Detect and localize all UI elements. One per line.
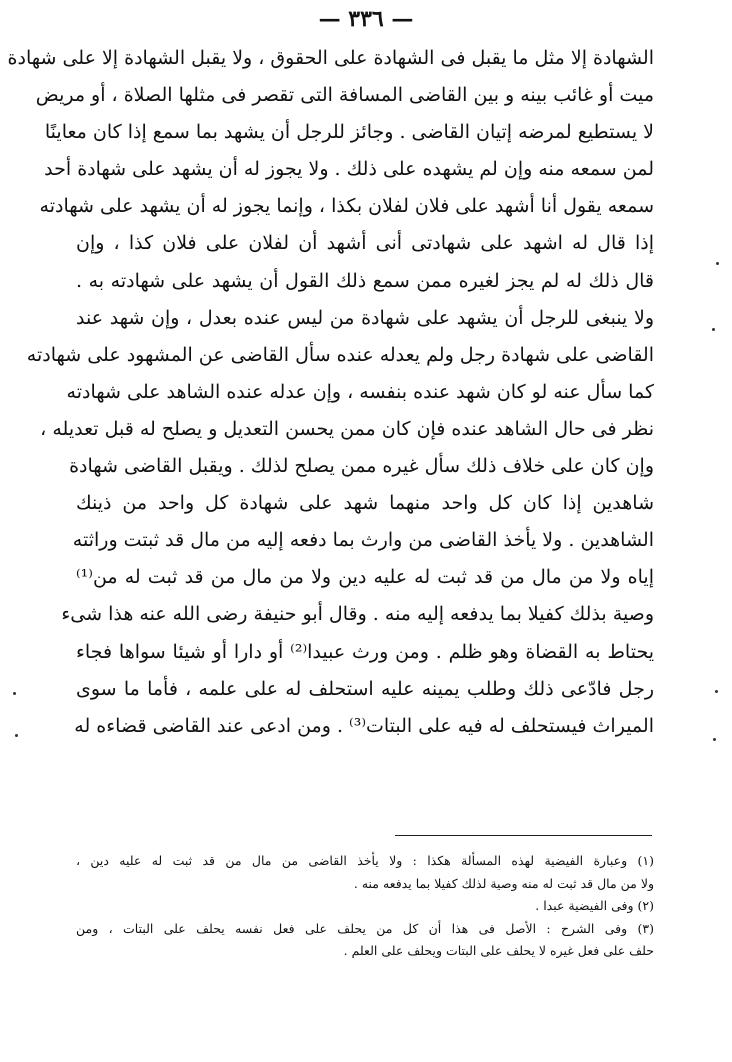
text-line: قال ذلك له لم يجز لغيره ممن سمع ذلك القول أن يشهد على شهادته به .: [76, 269, 654, 292]
text-line: القاضى على شهادة رجل ولم يعدله عنده سأل القاضى عن المشهود على شهادته: [26, 343, 654, 366]
text-line: ميت أو غائب بينه و بين القاضى المسافة التى تقصر فى مثلها الصلاة ، أو مريض: [35, 84, 654, 107]
text-line: لمن سمعه منه وإن لم يشهده على ذلك . ولا يجوز له أن يشهد على شهادة أحد: [44, 158, 654, 181]
text-line: نظر فى حال الشاهد عنده فإن كان ممن يحسن التعديل و يصلح له قبل تعديله ،: [40, 417, 654, 440]
text-line: الميراث فيستحلف له فيه على البتات⁽³⁾ . ومن ادعى عند القاضى قضاءه له: [74, 714, 654, 737]
scan-speck: [15, 734, 18, 737]
text-line: لا يستطيع لمرضه إتيان القاضى . وجائز للرجل أن يشهد بما سمع إذا كان معاينًا: [44, 121, 654, 144]
text-line: يحتاط به القضاة وهو ظلم . ومن ورث عبيدا⁽²⁾ أو دارا أو شيئا سواها فجاء: [76, 640, 654, 663]
page-number: — ٣٣٦ —: [318, 6, 414, 32]
scan-speck: [713, 738, 716, 741]
scan-speck: [712, 328, 715, 331]
footnote-line: حلف على فعل غيره لا يحلف على البتات ويحلف على العلم .: [343, 943, 654, 958]
text-line: كما سأل عنه لو كان شهد عنده بنفسه ، وإن عدله عنده الشاهد على شهادته: [66, 380, 654, 403]
footnote-line: (٣) وفى الشرح : الأصل فى هذا أن كل من يحلف على فعل نفسه يحلف على البتات ، ومن: [76, 920, 654, 936]
scan-speck: [13, 692, 16, 695]
text-line: رجل فادّعى ذلك وطلب يمينه عليه استحلف له على علمه ، فأما ما سوى: [76, 677, 654, 700]
text-line: الشاهدين . ولا يأخذ القاضى من وارث بما دفعه إليه من مال قد ثبتت وراثته: [72, 529, 654, 552]
text-line: وصية بذلك كفيلا بما يدفعه إليه منه . وقال أبو حنيفة رضى الله عنه هذا شىء: [61, 603, 654, 626]
main-text: [7, 40, 654, 745]
footnote-line: ولا من مال قد ثبت له منه وصية لذلك كفيلا بما يدفعه منه .: [353, 875, 654, 891]
scan-speck: [716, 262, 719, 265]
scan-speck: [715, 690, 718, 693]
text-line: إياه ولا من مال من قد ثبت له عليه دين ولا من مال من قد ثبت له من⁽¹⁾: [76, 566, 654, 589]
footnote-divider: [395, 835, 652, 836]
text-line: سمعه يقول أنا أشهد على فلان لفلان بكذا ، وإنما يجوز له أن يشهد على شهادته: [39, 195, 654, 218]
footnotes: [76, 850, 654, 963]
text-line: وإن كان على خلاف ذلك سأل غيره ممن يصلح لذلك . ويقبل القاضى شهادة: [69, 455, 654, 478]
text-line: الشهادة إلا مثل ما يقبل فى الشهادة على الحقوق ، ولا يقبل الشهادة إلا على شهادة: [7, 47, 654, 69]
text-line: إذا قال له اشهد على شهادتى أنى أشهد أن لفلان على فلان كذا ، وإن: [76, 232, 654, 255]
footnote-line: (٢) وفى الفيضية عبدا .: [535, 898, 654, 913]
text-line: شاهدين إذا كان كل واحد منهما شهد على شهادة كل واحد من ذينك: [76, 492, 654, 515]
footnote-line: (١) وعبارة الفيضية لهذه المسألة هكذا : ولا يأخذ القاضى من مال من قد ثبت له عليه دين ،: [76, 853, 654, 868]
text-line: ولا ينبغى للرجل أن يشهد على شهادة من ليس عنده بعدل ، وإن شهد عند: [76, 306, 654, 329]
